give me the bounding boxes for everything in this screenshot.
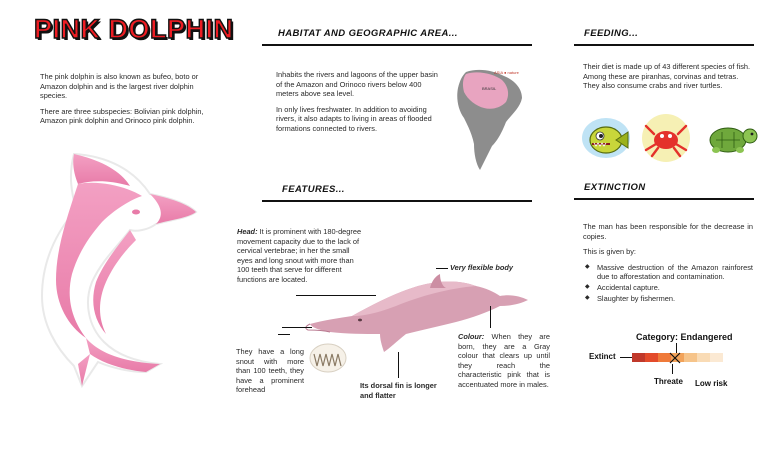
feeding-heading: FEEDING... [584,28,639,39]
body-callout-line [436,268,448,269]
list-item: ◆ Slaughter by fishermen. [583,294,753,304]
extinction-causes-list [583,263,753,303]
habitat-paragraph-2: In only lives freshwater. In addition to avoiding rivers, it also adapts to living in areas of flooded formations connected to rivers. [276,104,432,133]
category-label: Category: Endangered [636,332,733,342]
features-heading: FEATURES... [282,184,345,195]
extinction-paragraph-2: This is given by: [583,247,636,257]
fin-callout: Its dorsal fin is longer and flatter [360,381,437,400]
scale-segment [710,353,723,362]
extinction-heading-rule [574,198,754,200]
feeding-heading-rule [574,44,754,46]
colour-label: Colour: [458,332,485,341]
food-illustrations [576,112,760,164]
scale-segment [645,353,658,362]
snout-callout-line [282,327,312,328]
head-text: It is prominent with 180-degree movement capacity due to the lack of cervical vertebrae; in her the small eyes and long snout with more than 100 teeth that serve for different functions are located. [237,227,362,284]
snout-callout: They have a long snout with more than 100 teeth, they have a prominent forehead [236,347,304,395]
intro-text [40,72,222,132]
extinction-text [583,222,753,304]
extinct-pointer [620,357,632,358]
teeth-illustration [308,342,348,374]
pink-dolphin-illustration [38,150,200,402]
svg-text:BRASIL: BRASIL [482,86,497,91]
extinction-heading: EXTINCTION [584,182,646,193]
colour-callout [458,332,550,390]
colour-text: When they are born, they are a Gray colour that clears up until they reach the characteristic pink that is accentuated more in males. [458,332,550,389]
intro-paragraph-2: There are three subspecies: Bolivian pink dolphin, Amazon pink dolphin and Orinoco pink dolphin. [40,106,204,126]
extinct-label: Extinct [589,352,616,361]
features-heading-rule [262,200,532,202]
scale-segment [697,353,710,362]
snout-marker [278,334,290,335]
current-status-marker [668,352,682,364]
colour-callout-line [490,306,491,328]
habitat-text [276,70,440,140]
feeding-text: Their diet is made up of 43 different species of fish. Among these are piranhas, corvinas and tetras. They also consume crabs and river turtles. [583,62,751,91]
habitat-heading: HABITAT AND GEOGRAPHIC AREA... [278,28,458,39]
intro-paragraph-1: The pink dolphin is also known as bufeo, boto or Amazon dolphin and is the largest river dolphin species. [40,72,199,101]
habitat-paragraph-1: Inhabits the rivers and lagoons of the upper basin of the Amazon and Orinoco rivers below 400 meters above sea level. [276,70,438,99]
south-america-map [452,66,526,172]
fin-callout-line [398,352,399,378]
list-item: ◆ Accidental capture. [583,283,753,293]
page-title: PINK DOLPHIN [34,14,234,44]
low-risk-label: Low risk [695,379,728,388]
scale-segment [632,353,645,362]
habitat-heading-rule [262,44,532,46]
extinction-paragraph-1: The man has been responsible for the decrease in copies. [583,222,753,241]
head-label: Head: [237,227,258,236]
list-item: ◆ Massive destruction of the Amazon rainforest due to afforestation and contamination. [583,263,753,282]
threatened-pointer [672,364,673,374]
svg-text:ASIA ● nature: ASIA ● nature [494,70,519,75]
scale-segment [684,353,697,362]
body-callout: Very flexible body [450,263,513,272]
threatened-label: Threate [654,377,683,386]
